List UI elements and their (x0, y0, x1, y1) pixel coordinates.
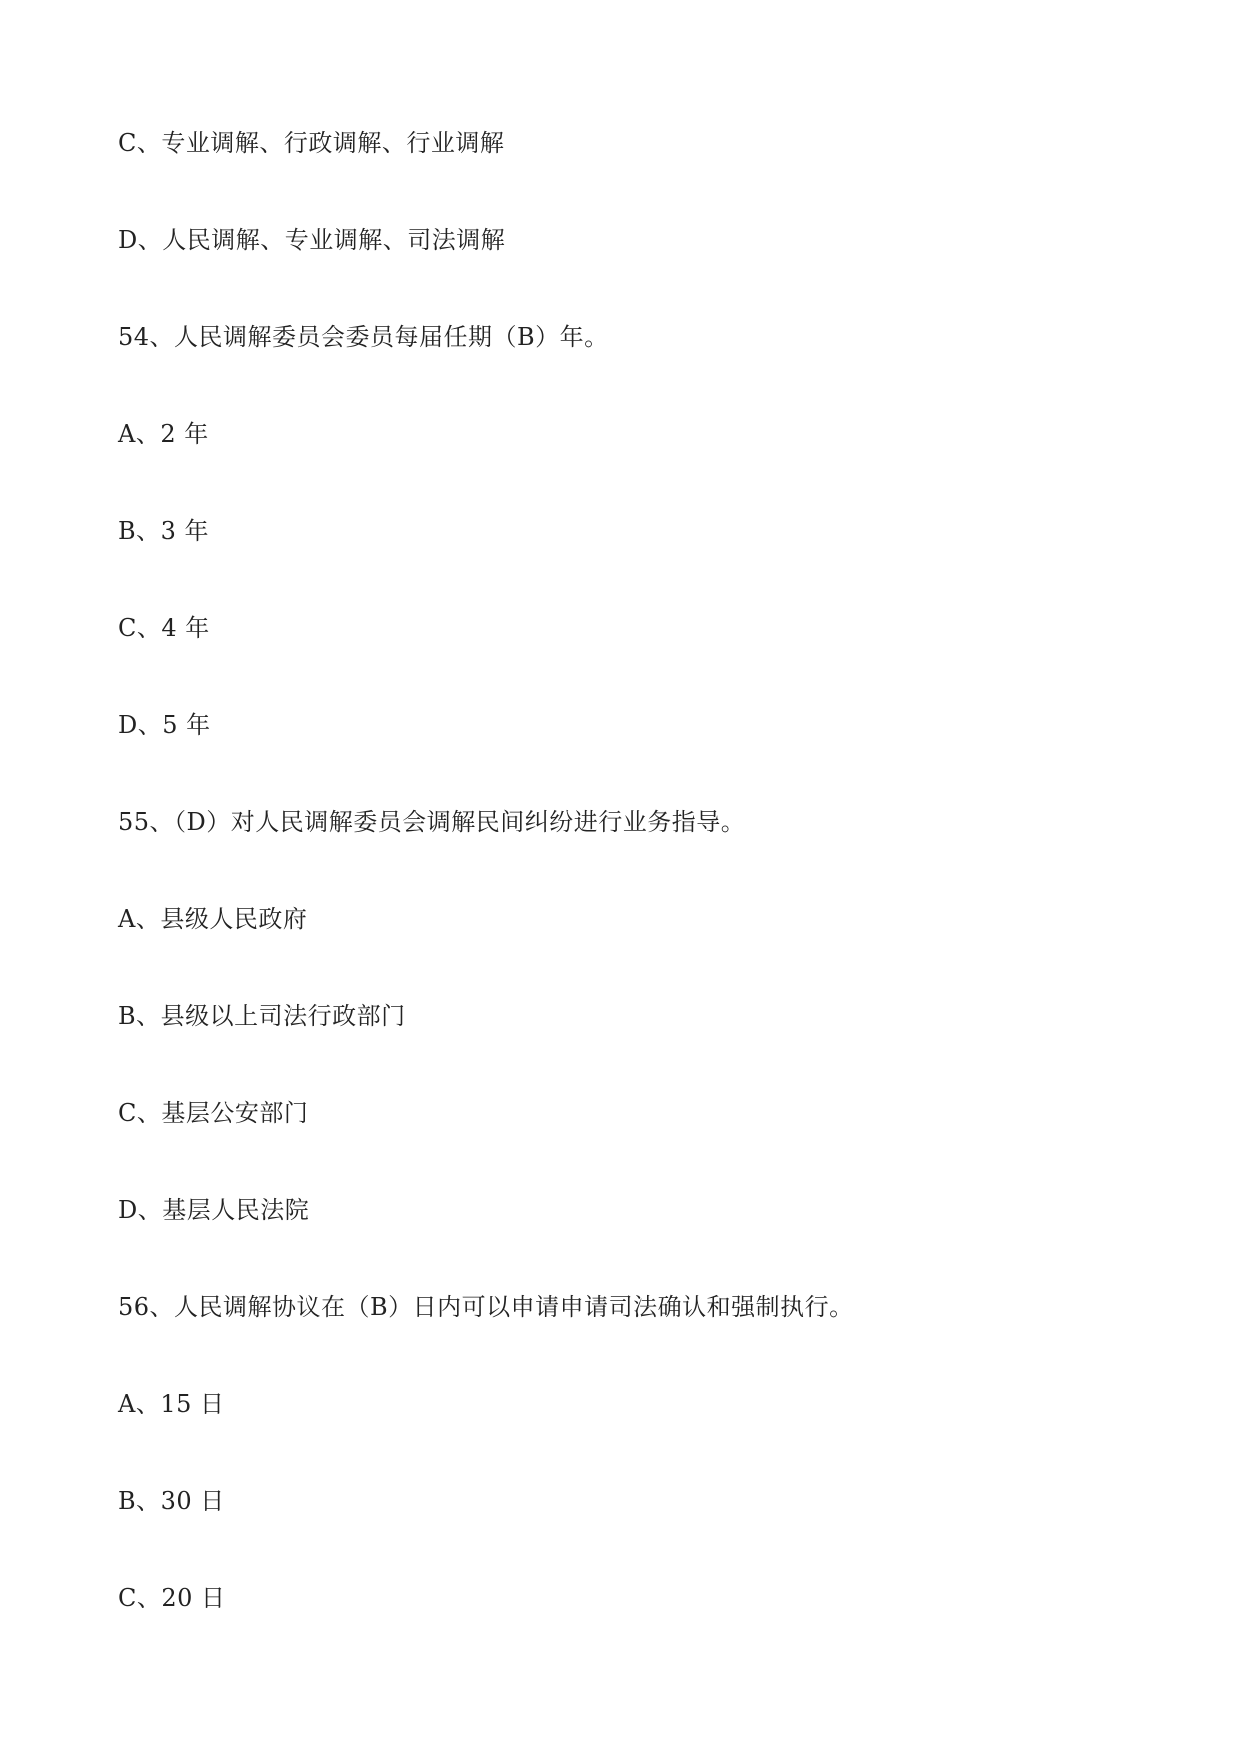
option-line: A、2 年 (118, 420, 209, 448)
option-line: C、20 日 (118, 1584, 226, 1612)
question-line: 54、人民调解委员会委员每届任期（B）年。 (118, 323, 609, 351)
option-line: C、基层公安部门 (118, 1099, 309, 1127)
option-line: C、专业调解、行政调解、行业调解 (118, 129, 505, 157)
question-line: 55、（D）对人民调解委员会调解民间纠纷进行业务指导。 (118, 808, 746, 836)
question-line: 56、人民调解协议在（B）日内可以申请申请司法确认和强制执行。 (118, 1293, 854, 1321)
option-line: A、县级人民政府 (118, 905, 308, 933)
option-line: B、县级以上司法行政部门 (118, 1002, 406, 1030)
option-line: B、30 日 (118, 1487, 225, 1515)
option-line: C、4 年 (118, 614, 210, 642)
option-line: B、3 年 (118, 517, 210, 545)
option-line: D、人民调解、专业调解、司法调解 (118, 226, 506, 254)
option-line: D、5 年 (118, 711, 211, 739)
option-line: D、基层人民法院 (118, 1196, 310, 1224)
option-line: A、15 日 (118, 1390, 225, 1418)
